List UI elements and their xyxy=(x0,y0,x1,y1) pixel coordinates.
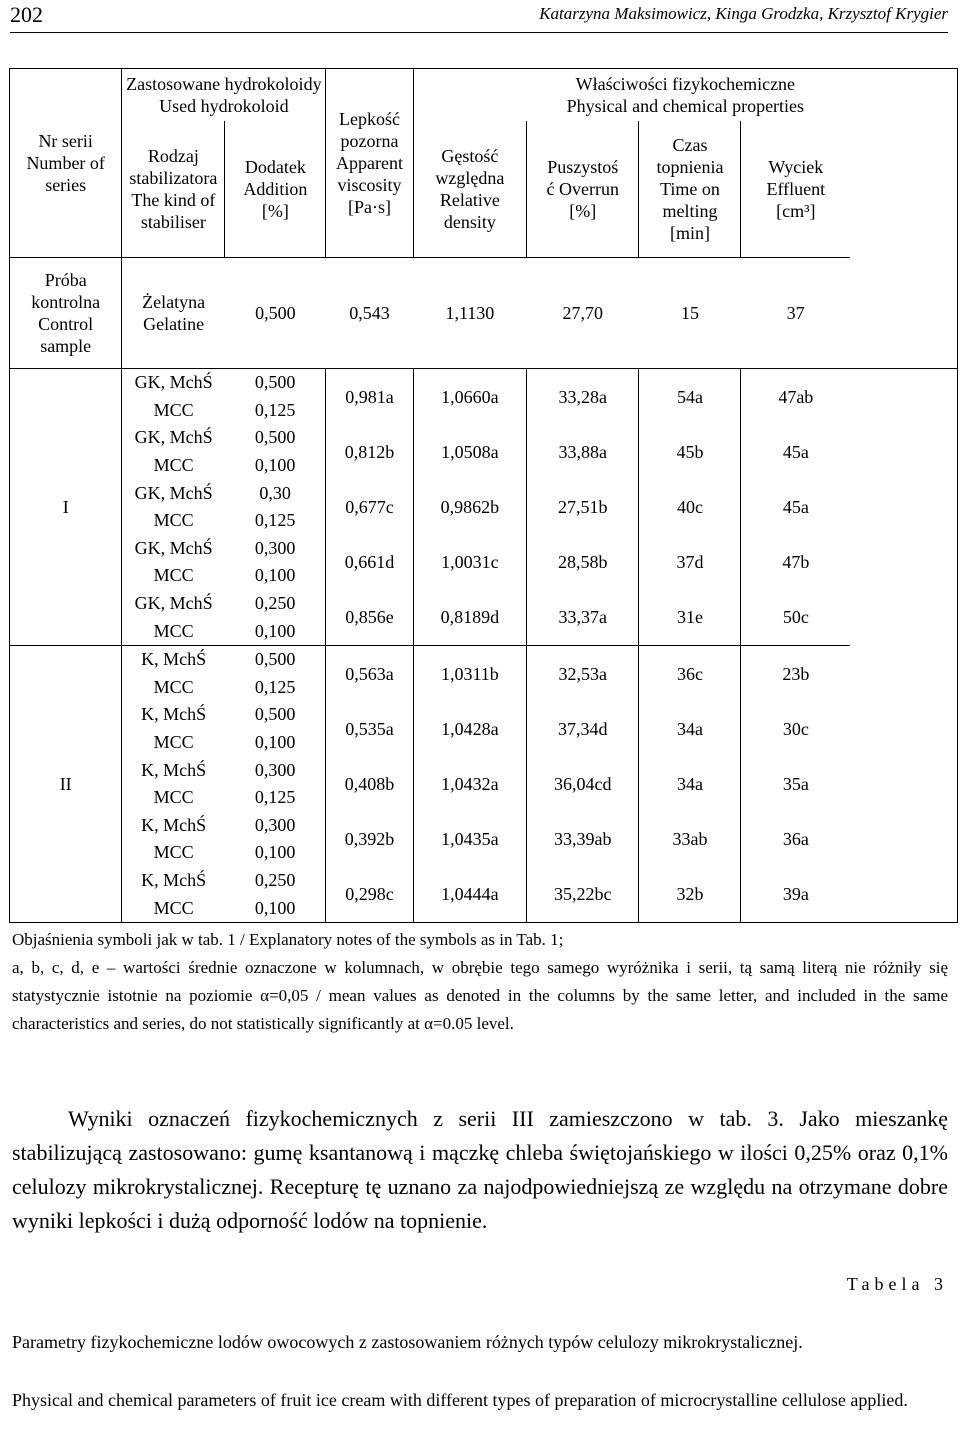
results-table xyxy=(9,68,958,923)
header-properties: Właściwości fizykochemiczne Physical and chemical properties xyxy=(566,74,805,116)
header-addition: Dodatek Addition [%] xyxy=(225,121,326,258)
control-effluent: 37 xyxy=(741,258,850,369)
running-title: Katarzyna Maksimowicz, Kinga Grodzka, Krzysztof Krygier xyxy=(539,4,948,23)
header-series: Nr serii Number of series xyxy=(10,69,122,258)
table-row: K, MchŚ 0,250 0,298c 1,0444a 35,22bc 32b 39a xyxy=(10,867,958,895)
page-number: 202 xyxy=(10,2,43,27)
header-used-hydrocolloid: Zastosowane hydrokoloidy Used hydrokoloid xyxy=(122,69,326,122)
control-addition: 0,500 xyxy=(225,258,326,369)
table-row: K, MchŚ 0,500 0,535a 1,0428a 37,34d 34a 30c xyxy=(10,701,958,729)
table-row: GK, MchŚ 0,30 0,677c 0,9862b 27,51b 40c 45a xyxy=(10,479,958,507)
table-row: GK, MchŚ 0,500 0,812b 1,0508a 33,88a 45b 45a xyxy=(10,424,958,452)
header-stabiliser: Rodzaj stabilizatora The kind of stabiliser xyxy=(122,121,225,258)
control-viscosity: 0,543 xyxy=(326,258,413,369)
control-stabiliser: Żelatyna Gelatine xyxy=(122,258,225,369)
table-caption-pl: Parametry fizykochemiczne lodów owocowych z zastosowaniem różnych typów celulozy mikrokrystalicznej. xyxy=(12,1332,803,1352)
control-melting: 15 xyxy=(639,258,741,369)
table-row-control xyxy=(10,258,958,369)
notes-line-2: a, b, c, d, e – wartości średnie oznaczone w kolumnach, w obrębie tego samego wyróżnika i serii, tą samą literą nie różniły się statystycznie istotnie na poziomie α=0,05 / mean values as denoted in the columns by the same letter, and included in the same characteristics and series, do not statistically significantly at α=0.05 level. xyxy=(12,958,948,1033)
series-II: II K, MchŚ 0,500 0,563a 1,0311b 32,53a 36c 23b MCC 0,125 K, MchŚ 0,500 0,535a 1,0428a 37,34d 34a 30c MCC 0,100 K, MchŚ 0,300 0,408b 1,0432a 36,04cd 34a 35a MCC 0,125 K, MchŚ 0,300 0,392b 1,0435a 33,39ab 33ab 36a MCC 0,100 K, MchŚ 0,250 0,298c 1,0444a 35,22bc 32b 39a MCC 0,100 xyxy=(10,645,958,922)
table-row: II K, MchŚ 0,500 0,563a 1,0311b 32,53a 36c 23b xyxy=(10,645,958,673)
header-density: Gęstość względna Relative density xyxy=(413,121,526,258)
table-label: Tabela 3 xyxy=(846,1274,948,1294)
header-viscosity: Lepkość pozorna Apparent viscosity [Pa·s] xyxy=(326,69,413,258)
series-label: I xyxy=(10,369,122,646)
series-I: I GK, MchŚ 0,500 0,981a 1,0660a 33,28a 54a 47ab MCC 0,125 GK, MchŚ 0,500 0,812b 1,0508a 33,88a 45b 45a MCC 0,100 GK, MchŚ 0,30 0,677c 0,9862b 27,51b 40c 45a MCC 0,125 GK, MchŚ 0,300 0,661d 1,0031c 28,58b 37d 47b MCC 0,100 GK, MchŚ 0,250 0,856e 0,8189d 33,37a 31e 50c MCC 0,100 xyxy=(10,369,958,646)
series-label: II xyxy=(10,645,122,922)
notes-line-1: Objaśnienia symboli jak w tab. 1 / Explanatory notes of the symbols as in Tab. 1; xyxy=(12,930,564,949)
table-row: K, MchŚ 0,300 0,408b 1,0432a 36,04cd 34a 35a xyxy=(10,756,958,784)
table-row: GK, MchŚ 0,250 0,856e 0,8189d 33,37a 31e 50c xyxy=(10,590,958,618)
body-paragraph: Wyniki oznaczeń fizykochemicznych z serii III zamieszczono w tab. 3. Jako mieszankę stabilizującą zastosowano: gumę ksantanową i mączkę chleba świętojańskiego w ilości 0,25% oraz 0,1% celulozy mikrokrystalicznej. Recepturę tę uznano za najodpowiedniejszą ze względu na otrzymane dobre wyniki lepkości i dużą odporność lodów na topnienie. xyxy=(12,1106,948,1233)
table-notes xyxy=(12,926,948,1038)
header-effluent: Wyciek Effluent [cm³] xyxy=(741,121,850,258)
control-overrun: 27,70 xyxy=(527,258,639,369)
header-overrun: Puszystoś ć Overrun [%] xyxy=(527,121,639,258)
running-header xyxy=(10,0,948,33)
header-melting: Czas topnienia Time on melting [min] xyxy=(639,121,741,258)
table-row: GK, MchŚ 0,300 0,661d 1,0031c 28,58b 37d 47b xyxy=(10,535,958,563)
table-caption-en: Physical and chemical parameters of fruit ice cream with different types of preparation of microcrystalline cellulose applied. xyxy=(12,1390,908,1410)
control-density: 1,1130 xyxy=(413,258,526,369)
table-row: K, MchŚ 0,300 0,392b 1,0435a 33,39ab 33ab 36a xyxy=(10,812,958,840)
table-row: I GK, MchŚ 0,500 0,981a 1,0660a 33,28a 54a 47ab xyxy=(10,369,958,397)
control-label: Próba kontrolna Control sample xyxy=(10,258,122,369)
